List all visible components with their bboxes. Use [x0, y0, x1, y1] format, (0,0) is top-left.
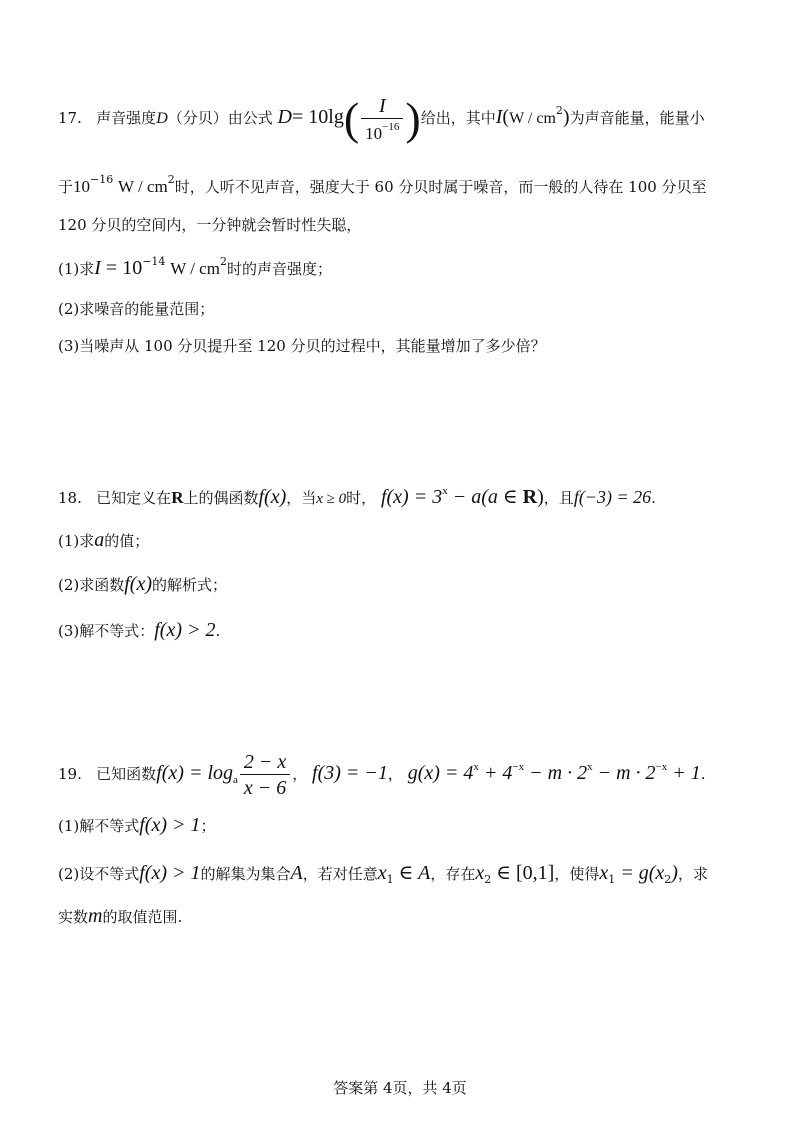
- part-text: (2)求噪音的能量范围；: [58, 300, 215, 318]
- q17-part2: [58, 302, 214, 317]
- cond: x ≥ 0: [316, 491, 347, 507]
- eq-close: ): [671, 862, 678, 884]
- unit-exp: 2: [219, 255, 227, 268]
- part-label: (1)解不等式: [58, 817, 140, 835]
- ineq: f(x) > 1: [139, 862, 201, 884]
- q18-text: 时，: [346, 489, 377, 507]
- eq-x1: x: [599, 862, 609, 884]
- formula-fraction: [361, 96, 403, 142]
- eq-lhs: f(x) = 3: [380, 486, 443, 508]
- q19-text: 的取值范围.: [102, 908, 183, 926]
- unit-exp: 2: [167, 173, 175, 186]
- eq-close: ): [537, 486, 544, 508]
- g-part: + 4: [478, 762, 513, 784]
- g-part: − m · 2: [524, 762, 588, 784]
- q18-number: 18.: [58, 489, 82, 507]
- q19-text: ，存在: [430, 865, 476, 883]
- g-exp1: x: [473, 761, 479, 773]
- unit: W / cm: [118, 177, 168, 196]
- ineq: f(x) > 2: [154, 619, 216, 641]
- page-footer: 答案第 4页，共 4页: [333, 1079, 467, 1097]
- var-m: m: [88, 905, 103, 927]
- part-label: (1)求: [58, 260, 95, 278]
- eq-rhs: − a(a ∈: [447, 486, 523, 508]
- part-label: (1)求: [58, 532, 95, 550]
- q19-line1: 19. 已知函数$f(x) = \log_a$ $\frac{2 - x}{x - 6}$ ， f(3) = −1， $g(x) = 4^x + 4^{-x} - m \cdot 2^x - m \cdot 2^{-x} + 1$.: [58, 751, 706, 799]
- formula-eq: = 10lg: [292, 106, 344, 128]
- right-paren: ): [405, 93, 421, 144]
- q17-part1: [58, 256, 332, 278]
- log-base: a: [233, 774, 238, 786]
- power-exp: −16: [90, 173, 114, 186]
- eq-x2-sub: 2: [664, 873, 672, 886]
- q18-text: .: [215, 622, 221, 640]
- q19-text: 的解集为集合: [200, 865, 291, 883]
- set-R: R: [171, 488, 184, 507]
- eq: = 10: [100, 257, 143, 279]
- g-lhs: g(x) = 4: [407, 762, 474, 784]
- part-label: (2)设不等式: [58, 865, 140, 883]
- q17-var-I: I: [495, 106, 503, 128]
- g-part: + 1: [667, 762, 701, 784]
- q18-text: 已知定义在: [96, 489, 172, 507]
- q17-text: 120 分贝的空间内，一分钟就会暂时性失聪，: [58, 216, 362, 234]
- part-text: (3)当噪声从 100 分贝提升至 120 分贝的过程中，其能量增加了多少倍？: [58, 337, 546, 355]
- q19-text: 实数: [58, 908, 89, 926]
- q18-text: ，且: [543, 489, 574, 507]
- q17-number: 17.: [58, 109, 82, 127]
- fraction-numerator: 2 − x: [240, 752, 290, 775]
- q19-line-last: [58, 906, 182, 926]
- var-I: I: [94, 257, 101, 279]
- q17-line2: [58, 174, 707, 195]
- log-fraction: [240, 752, 290, 798]
- var-a: a: [94, 529, 105, 551]
- q19-text: ，使得: [554, 865, 600, 883]
- part-label: (3)解不等式：: [58, 622, 155, 640]
- q18-text: 的解析式；: [152, 576, 228, 594]
- cond: f(3) = −1: [312, 762, 388, 784]
- den-base: 10: [365, 124, 383, 143]
- x1-sub: 1: [386, 873, 394, 886]
- g-exp3: x: [587, 761, 593, 773]
- q17-text: 为声音能量，能量小: [569, 109, 705, 127]
- q17-text: （分贝）由公式: [167, 109, 273, 127]
- q17-text: 时的声音强度；: [226, 260, 332, 278]
- unit: W / cm: [170, 259, 220, 278]
- q18-text: .: [651, 489, 656, 507]
- part-label: (2)求函数: [58, 576, 125, 594]
- q19-part1: [58, 815, 216, 835]
- q17-text: 给出，其中: [420, 109, 496, 127]
- exp: −14: [142, 255, 166, 268]
- x2-sub: 2: [484, 873, 492, 886]
- q17-line1: 17. 声音强度D（分贝）由公式 D= 10lg( $\frac{I}{10^{-16}}$ )给出，其中$I(W / cm^2)$为声音能量，能量小: [58, 93, 705, 144]
- fraction-denominator: x − 6: [243, 777, 287, 799]
- eq-exp: x: [442, 485, 448, 497]
- g-exp2: −x: [512, 761, 525, 773]
- unit: W / cm: [509, 110, 556, 127]
- ineq: f(x) > 1: [139, 814, 201, 836]
- cond2: f(−3) = 26: [573, 487, 652, 507]
- g-exp4: −x: [655, 761, 668, 773]
- q17-var-D: D: [156, 110, 168, 127]
- den-exp: −16: [382, 121, 400, 133]
- q18-part2: [58, 574, 227, 594]
- fraction-numerator: I: [361, 96, 403, 119]
- g-part: − m · 2: [592, 762, 656, 784]
- set-A: A: [290, 862, 303, 884]
- eq-g: = g(x: [615, 862, 665, 884]
- f-lhs: f(x) = log: [156, 762, 233, 784]
- q19-text: .: [700, 765, 706, 783]
- x2: x: [475, 862, 485, 884]
- q19-text: ；: [200, 817, 216, 835]
- eq-x1-sub: 1: [608, 873, 616, 886]
- fx: f(x): [258, 486, 287, 508]
- q18-text: 的值；: [104, 532, 150, 550]
- eq-R: R: [522, 486, 538, 508]
- q17-part3: [58, 339, 546, 354]
- in-A: ∈ A: [393, 862, 431, 884]
- fraction-denominator: [361, 119, 403, 142]
- x1: x: [377, 862, 387, 884]
- unit-exp: 2: [555, 104, 563, 117]
- q18-part1: [58, 530, 149, 550]
- q18-part3: [58, 620, 220, 640]
- q18-text: ，当: [286, 489, 317, 507]
- q19-text: ，求: [677, 865, 708, 883]
- q19-part2: [58, 863, 708, 885]
- q17-text: 于: [58, 178, 74, 196]
- q17-text: 声音强度: [96, 109, 157, 127]
- interval: ∈ [0,1]: [491, 862, 555, 884]
- q19-number: 19.: [58, 765, 82, 783]
- power-base: 10: [73, 177, 91, 196]
- q17-line3: [58, 218, 361, 233]
- q18-line1: [58, 486, 656, 507]
- formula-D: D: [277, 106, 292, 128]
- q19-text: 已知函数: [96, 765, 157, 783]
- q17-text: 时，人听不见声音，强度大于 60 分贝时属于噪音，而一般的人待在 100 分贝至: [174, 178, 707, 196]
- fx: f(x): [124, 573, 153, 595]
- q19-text: ，若对任意: [302, 865, 378, 883]
- q18-text: 上的偶函数: [183, 489, 259, 507]
- left-paren: (: [343, 93, 360, 144]
